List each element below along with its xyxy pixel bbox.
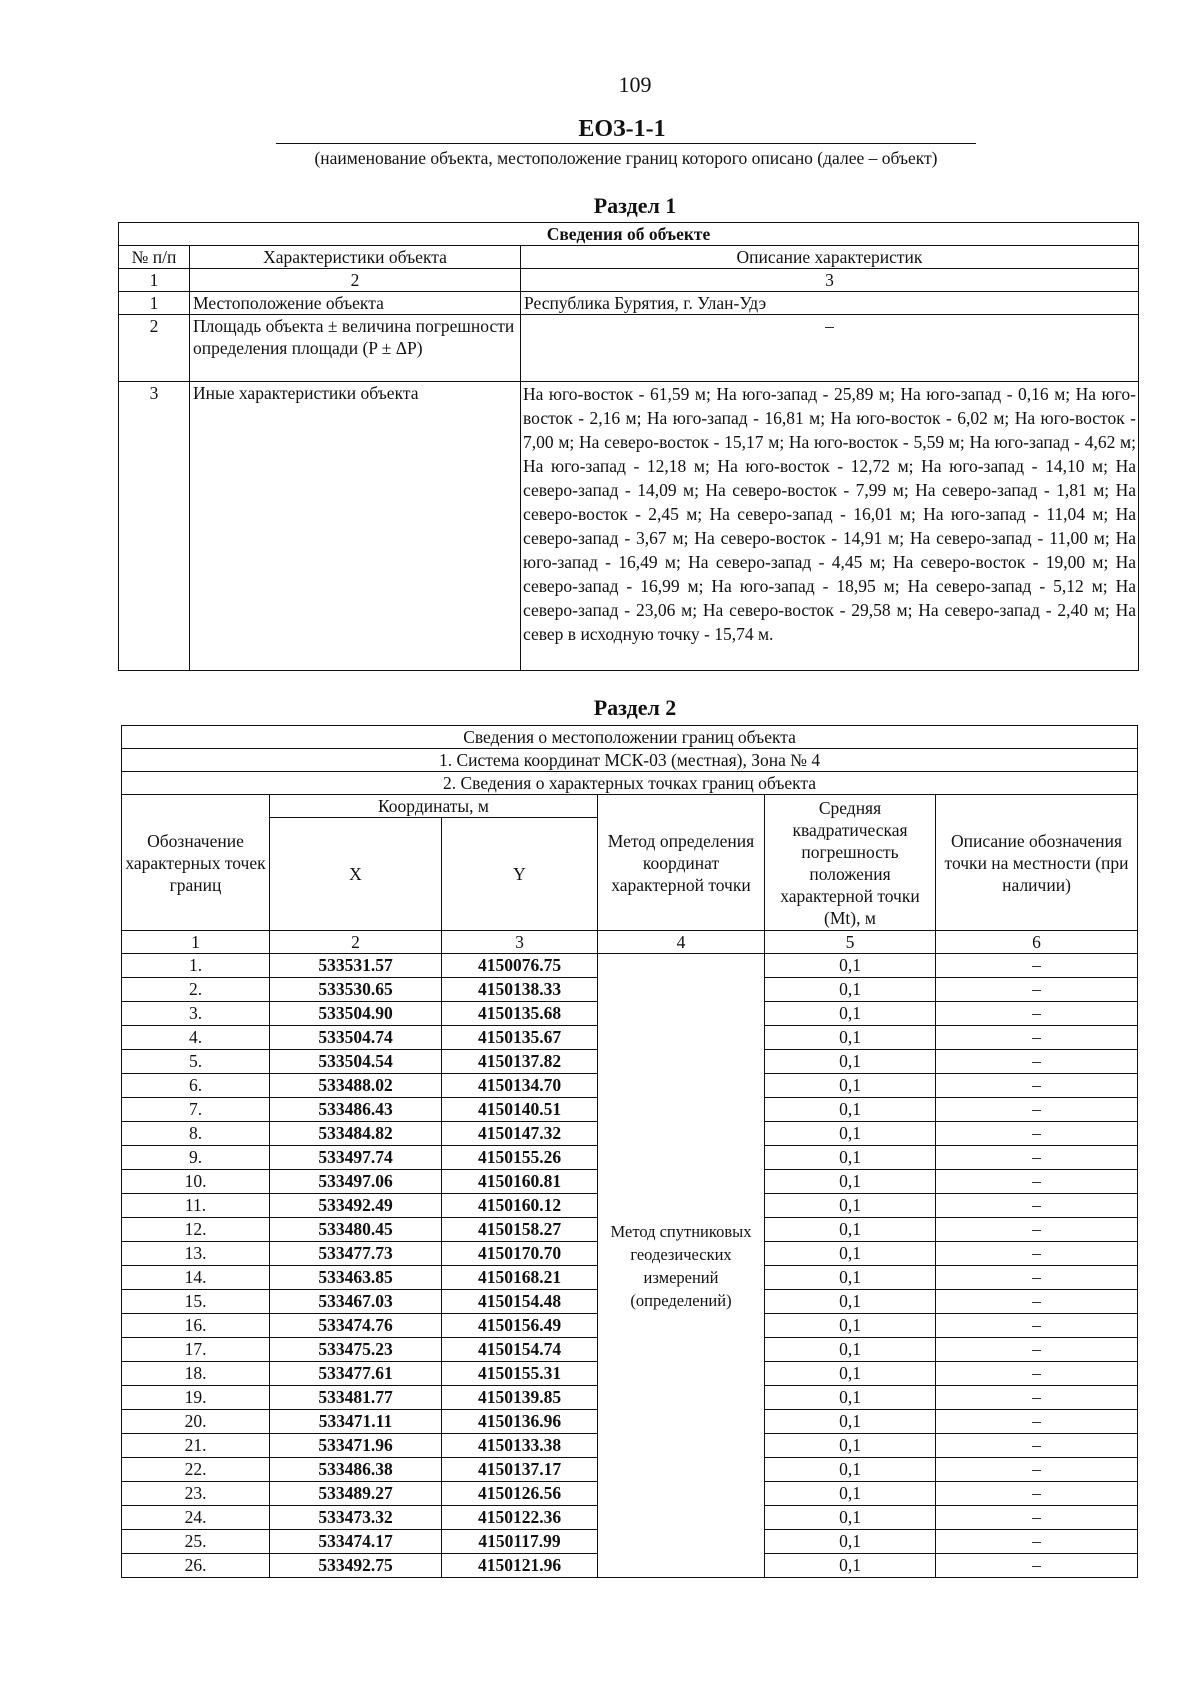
point-description: – <box>936 1218 1138 1242</box>
point-y: 4150135.68 <box>442 1002 598 1026</box>
point-y: 4150168.21 <box>442 1266 598 1290</box>
point-accuracy: 0,1 <box>765 1002 936 1026</box>
table-row <box>119 292 1139 315</box>
point-accuracy: 0,1 <box>765 1242 936 1266</box>
section2-title: Раздел 2 <box>593 695 677 720</box>
point-x: 533492.49 <box>270 1194 442 1218</box>
point-x: 533488.02 <box>270 1074 442 1098</box>
point-accuracy: 0,1 <box>765 1098 936 1122</box>
point-accuracy: 0,1 <box>765 1026 936 1050</box>
point-label: 26. <box>122 1554 270 1578</box>
point-accuracy: 0,1 <box>765 1050 936 1074</box>
point-y: 4150076.75 <box>442 954 598 978</box>
points-body <box>122 954 1138 1578</box>
boundary-points-table <box>121 725 1138 1578</box>
point-x: 533486.38 <box>270 1458 442 1482</box>
characteristic-name: Местоположение объекта <box>190 292 521 315</box>
point-description: – <box>936 1530 1138 1554</box>
point-x: 533474.17 <box>270 1530 442 1554</box>
point-description: – <box>936 1554 1138 1578</box>
point-x: 533486.43 <box>270 1098 442 1122</box>
row-number: 2 <box>119 315 190 382</box>
point-x: 533504.90 <box>270 1002 442 1026</box>
point-accuracy: 0,1 <box>765 1074 936 1098</box>
section1-title: Раздел 1 <box>593 193 677 218</box>
point-description: – <box>936 1434 1138 1458</box>
point-x: 533467.03 <box>270 1290 442 1314</box>
point-y: 4150160.81 <box>442 1170 598 1194</box>
point-y: 4150154.48 <box>442 1290 598 1314</box>
point-description: – <box>936 1410 1138 1434</box>
point-x: 533477.73 <box>270 1242 442 1266</box>
point-description: – <box>936 1362 1138 1386</box>
point-accuracy: 0,1 <box>765 1410 936 1434</box>
point-accuracy: 0,1 <box>765 1146 936 1170</box>
point-x: 533484.82 <box>270 1122 442 1146</box>
point-accuracy: 0,1 <box>765 1386 936 1410</box>
point-description: – <box>936 1386 1138 1410</box>
col-header-coords: Координаты, м <box>270 795 598 818</box>
col-header-number: № п/п <box>119 246 190 269</box>
point-x: 533481.77 <box>270 1386 442 1410</box>
col-header-characteristic: Характеристики объекта <box>190 246 521 269</box>
point-x: 533474.76 <box>270 1314 442 1338</box>
col-number: 3 <box>521 269 1139 292</box>
point-label: 11. <box>122 1194 270 1218</box>
point-y: 4150136.96 <box>442 1410 598 1434</box>
row-number: 3 <box>119 382 190 671</box>
point-description: – <box>936 1002 1138 1026</box>
point-y: 4150155.31 <box>442 1362 598 1386</box>
table-row <box>119 315 1139 382</box>
point-label: 10. <box>122 1170 270 1194</box>
point-accuracy: 0,1 <box>765 1194 936 1218</box>
point-description: – <box>936 1146 1138 1170</box>
point-accuracy: 0,1 <box>765 1458 936 1482</box>
point-label: 24. <box>122 1506 270 1530</box>
point-y: 4150117.99 <box>442 1530 598 1554</box>
point-label: 15. <box>122 1290 270 1314</box>
characteristic-value: – <box>521 315 1139 382</box>
point-label: 14. <box>122 1266 270 1290</box>
point-description: – <box>936 1026 1138 1050</box>
point-accuracy: 0,1 <box>765 1314 936 1338</box>
point-accuracy: 0,1 <box>765 1362 936 1386</box>
col-header-y: Y <box>442 818 598 931</box>
col-number: 3 <box>442 931 598 954</box>
point-accuracy: 0,1 <box>765 1506 936 1530</box>
point-accuracy: 0,1 <box>765 1338 936 1362</box>
object-name: ЕОЗ-1-1 <box>578 116 666 142</box>
point-label: 23. <box>122 1482 270 1506</box>
point-description: – <box>936 1074 1138 1098</box>
point-accuracy: 0,1 <box>765 1530 936 1554</box>
point-label: 18. <box>122 1362 270 1386</box>
point-x: 533477.61 <box>270 1362 442 1386</box>
point-label: 13. <box>122 1242 270 1266</box>
point-y: 4150137.17 <box>442 1458 598 1482</box>
point-y: 4150135.67 <box>442 1026 598 1050</box>
page-number: 109 <box>618 72 652 97</box>
object-info-table-title: Сведения об объекте <box>119 223 1139 246</box>
point-label: 22. <box>122 1458 270 1482</box>
point-x: 533530.65 <box>270 978 442 1002</box>
point-label: 7. <box>122 1098 270 1122</box>
point-label: 16. <box>122 1314 270 1338</box>
point-description: – <box>936 1290 1138 1314</box>
point-label: 8. <box>122 1122 270 1146</box>
point-accuracy: 0,1 <box>765 1482 936 1506</box>
point-x: 533497.74 <box>270 1146 442 1170</box>
col-number: 1 <box>119 269 190 292</box>
col-number: 2 <box>270 931 442 954</box>
point-x: 533463.85 <box>270 1266 442 1290</box>
col-number: 2 <box>190 269 521 292</box>
point-description: – <box>936 1050 1138 1074</box>
point-label: 17. <box>122 1338 270 1362</box>
point-x: 533492.75 <box>270 1554 442 1578</box>
point-label: 5. <box>122 1050 270 1074</box>
characteristic-name: Иные характеристики объекта <box>190 382 521 671</box>
point-y: 4150134.70 <box>442 1074 598 1098</box>
point-accuracy: 0,1 <box>765 978 936 1002</box>
point-y: 4150126.56 <box>442 1482 598 1506</box>
point-label: 12. <box>122 1218 270 1242</box>
col-number: 5 <box>765 931 936 954</box>
point-accuracy: 0,1 <box>765 1434 936 1458</box>
table-row <box>119 382 1139 671</box>
point-accuracy: 0,1 <box>765 1554 936 1578</box>
point-x: 533480.45 <box>270 1218 442 1242</box>
point-description: – <box>936 1314 1138 1338</box>
point-y: 4150158.27 <box>442 1218 598 1242</box>
point-x: 533504.54 <box>270 1050 442 1074</box>
point-description: – <box>936 1338 1138 1362</box>
point-description: – <box>936 1482 1138 1506</box>
col-header-method: Метод определения координат характерной точки <box>598 795 765 931</box>
point-label: 6. <box>122 1074 270 1098</box>
point-x: 533475.23 <box>270 1338 442 1362</box>
col-header-description: Описание обозначения точки на местности (при наличии) <box>936 795 1138 931</box>
point-label: 21. <box>122 1434 270 1458</box>
point-label: 3. <box>122 1002 270 1026</box>
boundary-table-title: Сведения о местоположении границ объекта <box>122 726 1138 749</box>
object-caption: (наименование объекта, местоположение границ которого описано (далее – объект) <box>314 148 938 168</box>
point-x: 533504.74 <box>270 1026 442 1050</box>
point-y: 4150122.36 <box>442 1506 598 1530</box>
point-label: 9. <box>122 1146 270 1170</box>
point-y: 4150138.33 <box>442 978 598 1002</box>
point-x: 533471.96 <box>270 1434 442 1458</box>
point-y: 4150154.74 <box>442 1338 598 1362</box>
point-y: 4150156.49 <box>442 1314 598 1338</box>
col-number: 1 <box>122 931 270 954</box>
point-label: 2. <box>122 978 270 1002</box>
col-header-description: Описание характеристик <box>521 246 1139 269</box>
point-description: – <box>936 1170 1138 1194</box>
point-x: 533531.57 <box>270 954 442 978</box>
point-x: 533473.32 <box>270 1506 442 1530</box>
point-label: 4. <box>122 1026 270 1050</box>
method-cell: Метод спутниковых геодезических измерений (определений) <box>598 954 765 1578</box>
point-label: 20. <box>122 1410 270 1434</box>
table-row <box>122 954 1138 978</box>
col-header-x: X <box>270 818 442 931</box>
col-header-point: Обозначение характерных точек границ <box>122 795 270 931</box>
point-x: 533471.11 <box>270 1410 442 1434</box>
point-y: 4150137.82 <box>442 1050 598 1074</box>
point-label: 19. <box>122 1386 270 1410</box>
point-accuracy: 0,1 <box>765 1218 936 1242</box>
characteristic-value: Республика Бурятия, г. Улан-Удэ <box>521 292 1139 315</box>
point-accuracy: 0,1 <box>765 1122 936 1146</box>
characteristic-value: На юго-восток - 61,59 м; На юго-запад - 25,89 м; На юго-запад - 0,16 м; На юго-восток - 2,16 м; На юго-запад - 16,81 м; На юго-восток - 6,02 м; На юго-восток - 7,00 м; На северо-восток - 15,17 м; На юго-восток - 5,59 м; На юго-запад - 4,62 м; На юго-запад - 12,18 м; На юго-восток - 12,72 м; На юго-запад - 14,10 м; На северо-запад - 14,09 м; На северо-восток - 7,99 м; На северо-запад - 1,81 м; На северо-восток - 2,45 м; На северо-запад - 16,01 м; На юго-запад - 11,04 м; На северо-запад - 3,67 м; На северо-восток - 14,91 м; На северо-запад - 11,00 м; На юго-запад - 16,49 м; На северо-запад - 4,45 м; На северо-восток - 19,00 м; На северо-запад - 16,99 м; На юго-запад - 18,95 м; На северо-запад - 5,12 м; На северо-запад - 23,06 м; На северо-восток - 29,58 м; На северо-запад - 2,40 м; На север в исходную точку - 15,74 м. <box>521 382 1139 671</box>
point-description: – <box>936 1194 1138 1218</box>
characteristic-name: Площадь объекта ± величина погрешности определения площади (P ± ΔP) <box>190 315 521 382</box>
point-y: 4150147.32 <box>442 1122 598 1146</box>
object-name-underline <box>276 143 976 144</box>
point-label: 1. <box>122 954 270 978</box>
coordinate-system: 1. Система координат МСК-03 (местная), Зона № 4 <box>122 749 1138 772</box>
row-number: 1 <box>119 292 190 315</box>
object-info-table <box>118 222 1139 671</box>
point-x: 533497.06 <box>270 1170 442 1194</box>
point-y: 4150121.96 <box>442 1554 598 1578</box>
point-accuracy: 0,1 <box>765 1170 936 1194</box>
col-number: 4 <box>598 931 765 954</box>
point-description: – <box>936 1266 1138 1290</box>
point-description: – <box>936 1098 1138 1122</box>
point-y: 4150170.70 <box>442 1242 598 1266</box>
point-y: 4150140.51 <box>442 1098 598 1122</box>
point-description: – <box>936 954 1138 978</box>
point-y: 4150133.38 <box>442 1434 598 1458</box>
point-y: 4150155.26 <box>442 1146 598 1170</box>
point-description: – <box>936 978 1138 1002</box>
point-description: – <box>936 1242 1138 1266</box>
point-accuracy: 0,1 <box>765 1266 936 1290</box>
point-description: – <box>936 1458 1138 1482</box>
point-description: – <box>936 1122 1138 1146</box>
point-accuracy: 0,1 <box>765 954 936 978</box>
point-accuracy: 0,1 <box>765 1290 936 1314</box>
col-number: 6 <box>936 931 1138 954</box>
point-x: 533489.27 <box>270 1482 442 1506</box>
point-y: 4150139.85 <box>442 1386 598 1410</box>
point-description: – <box>936 1506 1138 1530</box>
point-label: 25. <box>122 1530 270 1554</box>
point-y: 4150160.12 <box>442 1194 598 1218</box>
col-header-accuracy: Средняя квадратическая погрешность положения характерной точки (Mt), м <box>765 795 936 931</box>
points-section-title: 2. Сведения о характерных точках границ объекта <box>122 772 1138 795</box>
